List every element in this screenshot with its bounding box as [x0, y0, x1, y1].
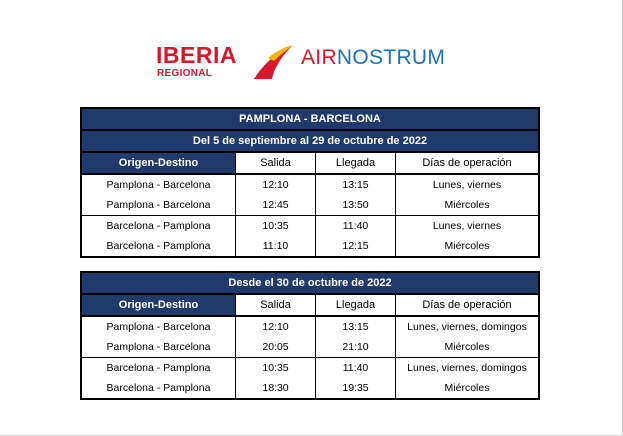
table-grid: [82, 153, 538, 256]
cell-route: Pamplona - Barcelona: [106, 321, 211, 333]
col-header-origen-destino: Origen-Destino: [82, 153, 235, 175]
cell-route: Pamplona - Barcelona: [106, 341, 211, 353]
cell-llegada: 11:40: [315, 215, 395, 236]
cell-salida: 11:10: [235, 236, 315, 256]
cell-llegada: 13:15: [315, 317, 395, 337]
cell-llegada: 13:50: [315, 195, 395, 215]
cell-salida: 20:05: [235, 337, 315, 357]
cell-route: Pamplona - Barcelona: [106, 179, 211, 191]
iberia-wordmark: IBERIA: [156, 42, 237, 68]
period-title: Desde el 30 de octubre de 2022: [82, 273, 538, 295]
cell-llegada: 19:35: [315, 378, 395, 398]
cell-salida: 12:45: [235, 195, 315, 215]
cell-route: Pamplona - Barcelona: [106, 199, 211, 211]
cell-salida: 10:35: [235, 215, 315, 236]
cell-salida: 18:30: [235, 378, 315, 398]
cell-dias: Lunes, viernes: [395, 215, 538, 236]
cell-dias: Miércoles: [395, 195, 538, 215]
cell-dias: Lunes, viernes, domingos: [395, 317, 538, 337]
cell-llegada: 12:15: [315, 236, 395, 256]
logo-banner: [0, 0, 623, 90]
schedule-table-2: [80, 271, 540, 400]
cell-llegada: 21:10: [315, 337, 395, 357]
cell-route: Barcelona - Pamplona: [82, 215, 235, 236]
cell-route: Barcelona - Pamplona: [106, 240, 211, 252]
cell-salida: 12:10: [235, 175, 315, 195]
col-header-salida: Salida: [235, 295, 315, 317]
cell-salida: 12:10: [235, 317, 315, 337]
air-nostrum-wordmark: [301, 47, 445, 68]
col-header-llegada: Llegada: [315, 153, 395, 175]
cell-dias: Miércoles: [395, 337, 538, 357]
iberia-swoosh-icon: [252, 44, 294, 80]
cell-llegada: 13:15: [315, 175, 395, 195]
cell-dias: Miércoles: [395, 236, 538, 256]
regional-wordmark: REGIONAL: [157, 68, 213, 79]
col-header-dias: Días de operación: [395, 153, 538, 175]
cell-llegada: 11:40: [315, 357, 395, 378]
col-header-origen-destino: Origen-Destino: [82, 295, 235, 317]
cell-route: Barcelona - Pamplona: [106, 382, 211, 394]
period-title: Del 5 de septiembre al 29 de octubre de 2022: [82, 131, 538, 153]
nostrum-text: NOSTRUM: [336, 46, 446, 69]
col-header-dias: Días de operación: [395, 295, 538, 317]
cell-route: Barcelona - Pamplona: [82, 357, 235, 378]
cell-dias: Lunes, viernes: [395, 175, 538, 195]
schedule-table-1: [80, 107, 540, 258]
table-grid: [82, 295, 538, 398]
cell-dias: Lunes, viernes, domingos: [395, 357, 538, 378]
cell-dias: Miércoles: [395, 378, 538, 398]
route-title: PAMPLONA - BARCELONA: [82, 109, 538, 131]
col-header-salida: Salida: [235, 153, 315, 175]
air-text: AIR: [301, 46, 337, 69]
cell-salida: 10:35: [235, 357, 315, 378]
col-header-llegada: Llegada: [315, 295, 395, 317]
